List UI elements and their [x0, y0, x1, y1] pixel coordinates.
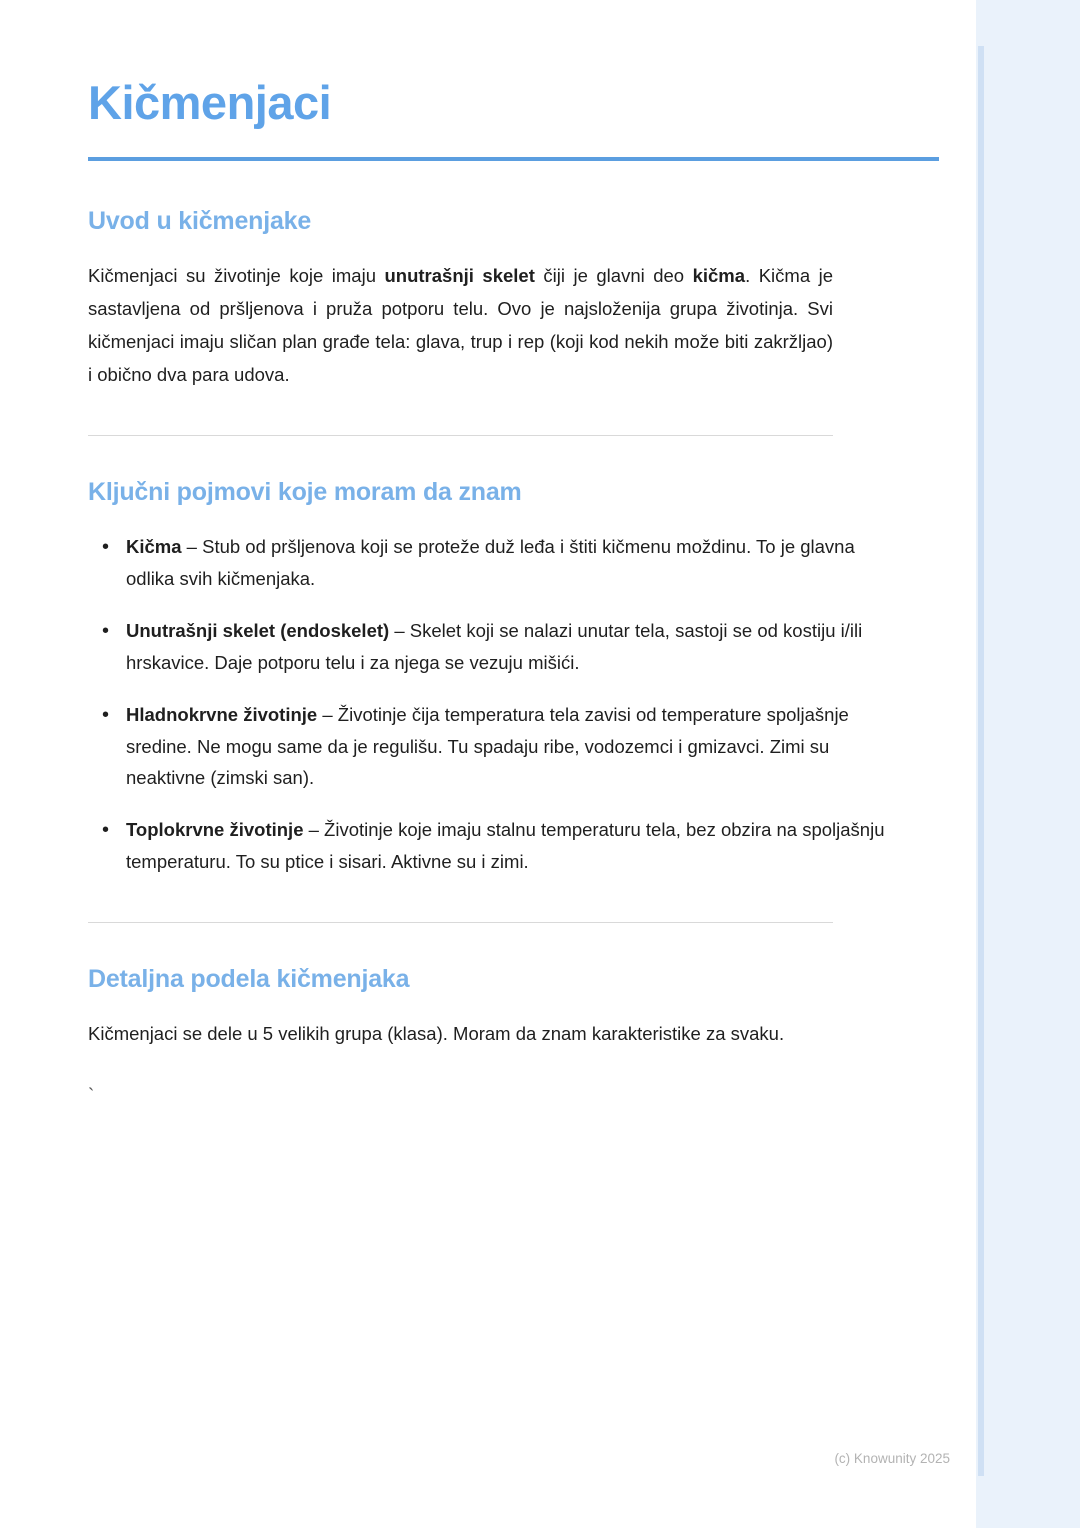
title-underline-rule	[88, 157, 939, 161]
term-name: Hladnokrvne životinje	[126, 703, 318, 725]
bullet-icon: •	[102, 819, 110, 842]
bullet-icon: •	[102, 620, 110, 643]
bullet-icon: •	[102, 536, 110, 559]
intro-text-part: . Kičma je sastavljena od pršljenova i pruža potporu telu. Ovo je najsloženija grupa životinja. Svi kičmenjaci imaju sličan plan građe tela: glava, trup i rep (koji kod nekih može biti zakržljao) i obično dva para udova.	[88, 264, 834, 385]
intro-bold-endoskelet: unutrašnji skelet	[384, 264, 535, 286]
section-divider	[88, 922, 833, 923]
term-definition: – Stub od pršljenova koji se proteže duž leđa i štiti kičmenu moždinu. To je glavna odlika svih kičmenjaka.	[126, 536, 855, 590]
section-divider	[88, 435, 833, 436]
classification-paragraph: Kičmenjaci se dele u 5 velikih grupa (klasa). Moram da znam karakteristike za svaku.	[88, 1022, 785, 1044]
list-item	[102, 531, 886, 595]
footer-credit: (c) Knowunity 2025	[834, 1451, 950, 1466]
intro-bold-kicma: kičma	[692, 264, 746, 286]
intro-text-part: Kičmenjaci su životinje koje imaju	[88, 264, 385, 286]
page-side-strip	[976, 0, 1080, 1528]
key-terms-list	[88, 531, 886, 877]
term-name: Kičma	[126, 536, 182, 558]
trailing-backtick-mark: `	[88, 1085, 95, 1107]
bullet-icon: •	[102, 703, 110, 726]
term-definition: – Životinje čija temperatura tela zavisi od temperature spoljašnje sredine. Ne mogu same da je regulišu. Tu spadaju ribe, vodozemci i gmizavci. Zimi su neaktivne (zimski san).	[126, 703, 849, 789]
intro-paragraph	[88, 260, 833, 392]
term-definition: – Životinje koje imaju stalnu temperaturu tela, bez obzira na spoljašnju temperaturu. To su ptice i sisari. Aktivne su i zimi.	[126, 819, 885, 872]
section-heading-key-terms: Ključni pojmovi koje moram da znam	[88, 478, 522, 507]
section-heading-classification: Detaljna podela kičmenjaka	[88, 964, 410, 993]
list-item	[102, 615, 886, 679]
list-item	[102, 814, 886, 878]
section-heading-intro: Uvod u kičmenjake	[88, 206, 312, 235]
page-title: Kičmenjaci	[88, 76, 332, 129]
term-name: Unutrašnji skelet (endoskelet)	[126, 620, 390, 642]
term-definition: – Skelet koji se nalazi unutar tela, sastoji se od kostiju i/ili hrskavice. Daje potporu telu i za njega se vezuju mišići.	[126, 620, 863, 673]
term-name: Toplokrvne životinje	[126, 819, 304, 841]
list-item	[102, 699, 886, 794]
intro-text-part: čiji je glavni deo	[534, 264, 693, 286]
page-side-accent-line	[978, 46, 984, 1476]
